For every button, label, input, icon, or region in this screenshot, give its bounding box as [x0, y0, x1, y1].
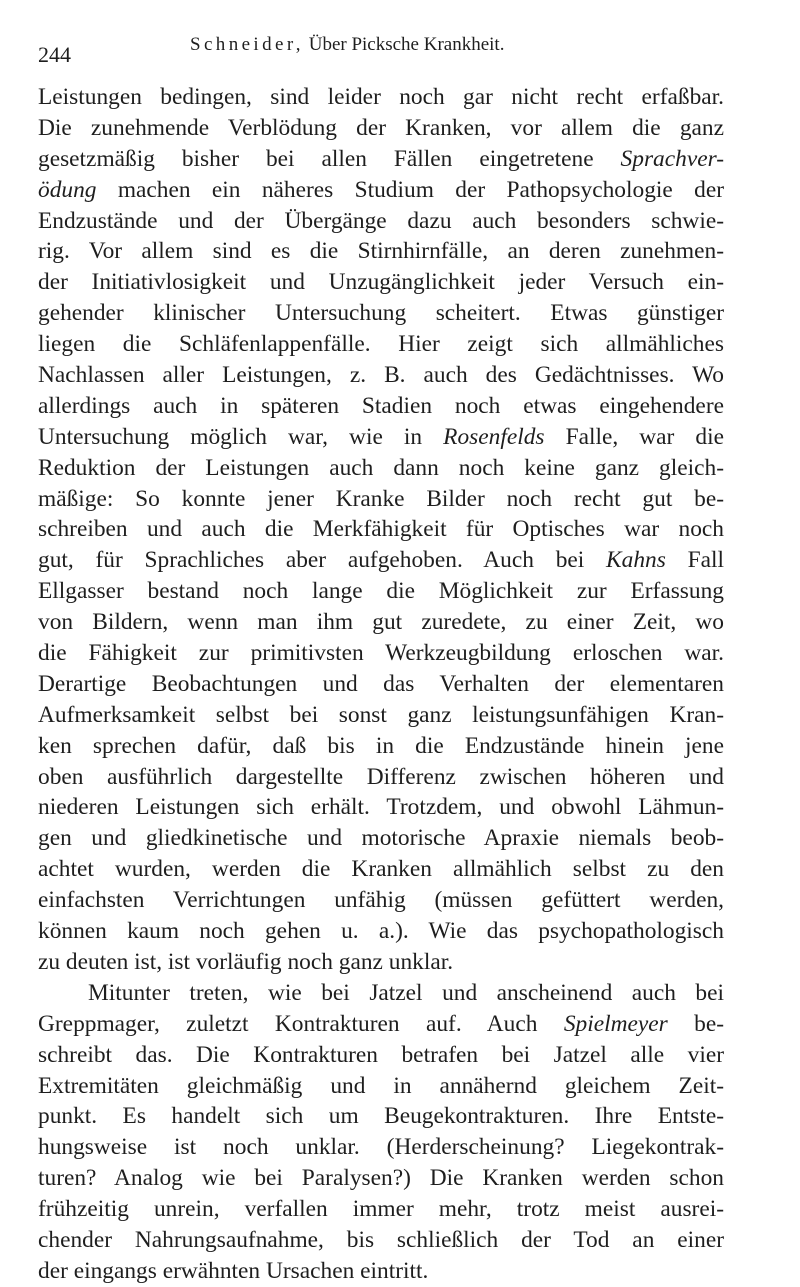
text-run: liegen die Schläfenlappenfälle. Hier zeigt sich allmähliches	[38, 331, 724, 358]
text-line	[38, 823, 724, 854]
running-title-author: Schneider,	[190, 34, 304, 55]
text-line	[38, 978, 724, 1009]
text-line	[38, 1225, 724, 1256]
text-run: Falle, war die	[544, 423, 724, 450]
text-line	[38, 329, 724, 360]
text-line	[38, 206, 724, 237]
text-line	[38, 638, 724, 669]
text-line	[38, 113, 724, 144]
running-head	[38, 28, 728, 68]
text-run: gesetzmäßig bisher bei allen Fällen eingetretene	[38, 145, 621, 172]
text-line	[38, 298, 724, 329]
body-text	[38, 82, 724, 1287]
text-run: Nachlassen aller Leistungen, z. B. auch des Gedächtnisses. Wo	[38, 362, 724, 389]
text-run: Fall	[665, 547, 724, 574]
text-run: können kaum noch gehen u. a.). Wie das psychopathologisch	[38, 918, 724, 945]
text-line	[38, 1194, 724, 1225]
text-line	[38, 360, 724, 391]
italic-name: Sprachver-	[620, 145, 724, 172]
text-run: be-	[667, 1010, 724, 1037]
text-line	[38, 1071, 724, 1102]
text-line	[38, 1163, 724, 1194]
text-line	[38, 175, 724, 206]
text-line	[38, 1009, 724, 1040]
text-line	[38, 545, 724, 576]
text-line	[38, 1101, 724, 1132]
text-line	[38, 854, 724, 885]
text-run: Derartige Beobachtungen und das Verhalten der elementaren	[38, 670, 724, 697]
text-run: machen ein näheres Studium der Pathopsychologie der	[96, 176, 724, 203]
text-line	[38, 700, 724, 731]
text-run: Greppmager, zuletzt Kontrakturen auf. Auch	[38, 1010, 564, 1037]
text-run: Mitunter treten, wie bei Jatzel und anscheinend auch bei	[88, 979, 724, 1006]
text-line	[38, 267, 724, 298]
italic-name: Kahns	[606, 547, 666, 574]
text-run: Aufmerksamkeit selbst bei sonst ganz leistungsunfähigen Kran-	[38, 701, 724, 728]
text-run: ken sprechen dafür, daß bis in die Endzustände hinein jene	[38, 732, 724, 759]
italic-name: ödung	[38, 176, 97, 203]
italic-name: Rosenfelds	[443, 423, 545, 450]
text-line	[38, 1040, 724, 1071]
text-run: Leistungen bedingen, sind leider noch gar nicht recht erfaßbar.	[38, 84, 724, 110]
text-line	[38, 514, 724, 545]
text-run: gehender klinischer Untersuchung scheitert. Etwas günstiger	[38, 300, 724, 327]
text-run: turen? Analog wie bei Paralysen?) Die Kranken werden schon	[38, 1165, 724, 1192]
text-run: schreibt das. Die Kontrakturen betrafen bei Jatzel alle vier	[38, 1041, 724, 1068]
text-run: hungsweise ist noch unklar. (Herderscheinung? Liegekontrak-	[38, 1134, 724, 1161]
running-title	[190, 34, 504, 56]
text-line	[38, 144, 724, 175]
italic-name: Spielmeyer	[563, 1010, 668, 1037]
text-line	[38, 669, 724, 700]
text-run: gen und gliedkinetische und motorische Apraxie niemals beob-	[38, 825, 724, 852]
text-run: zu deuten ist, ist vorläufig noch ganz unklar.	[38, 948, 454, 975]
text-run: gut, für Sprachliches aber aufgehoben. Auch bei	[38, 547, 607, 574]
text-run: der Initiativlosigkeit und Unzugänglichkeit jeder Versuch ein-	[38, 269, 724, 296]
text-line	[38, 947, 724, 978]
running-title-text: Über Picksche Krankheit.	[308, 34, 505, 55]
paragraph	[38, 82, 724, 978]
text-run: frühzeitig unrein, verfallen immer mehr, trotz meist ausrei-	[38, 1196, 724, 1223]
text-line	[38, 576, 724, 607]
text-run: niederen Leistungen sich erhält. Trotzdem, und obwohl Lähmun-	[38, 794, 724, 821]
text-run: chender Nahrungsaufnahme, bis schließlich der Tod an einer	[38, 1226, 724, 1253]
text-run: Endzustände und der Übergänge dazu auch besonders schwie-	[38, 207, 724, 234]
paragraph	[38, 978, 724, 1287]
text-line	[38, 422, 724, 453]
text-line	[38, 453, 724, 484]
text-run: Reduktion der Leistungen auch dann noch keine ganz gleich-	[38, 454, 724, 481]
text-run: Die zunehmende Verblödung der Kranken, vor allem die ganz	[38, 114, 724, 141]
text-line	[38, 607, 724, 638]
text-run: oben ausführlich dargestellte Differenz zwischen höheren und	[38, 763, 724, 790]
text-run: Extremitäten gleichmäßig und in annähernd gleichem Zeit-	[38, 1072, 724, 1099]
text-run: der eingangs erwähnten Ursachen eintritt.	[38, 1257, 429, 1284]
text-run: von Bildern, wenn man ihm gut zuredete, zu einer Zeit, wo	[38, 609, 724, 636]
text-line	[38, 731, 724, 762]
text-line	[38, 1132, 724, 1163]
text-run: allerdings auch in späteren Stadien noch etwas eingehendere	[38, 392, 724, 419]
text-line	[38, 885, 724, 916]
text-line	[38, 1256, 724, 1287]
text-run: rig. Vor allem sind es die Stirnhirnfälle, an deren zunehmen-	[38, 238, 724, 265]
text-line	[38, 762, 724, 793]
text-run: einfachsten Verrichtungen unfähig (müssen gefüttert werden,	[38, 887, 724, 914]
page-number: 244	[38, 42, 71, 67]
text-run: mäßige: So konnte jener Kranke Bilder noch recht gut be-	[38, 485, 724, 512]
text-line	[38, 391, 724, 422]
text-line	[38, 236, 724, 267]
text-line	[38, 792, 724, 823]
text-line	[38, 82, 724, 113]
text-run: Untersuchung möglich war, wie in	[38, 423, 444, 450]
text-run: achtet wurden, werden die Kranken allmählich selbst zu den	[38, 856, 724, 883]
text-run: Ellgasser bestand noch lange die Möglichkeit zur Erfassung	[38, 578, 724, 605]
text-line	[38, 916, 724, 947]
text-line	[38, 484, 724, 515]
text-run: schreiben und auch die Merkfähigkeit für Optisches war noch	[38, 516, 724, 543]
text-run: die Fähigkeit zur primitivsten Werkzeugbildung erloschen war.	[38, 640, 724, 667]
text-run: punkt. Es handelt sich um Beugekontrakturen. Ihre Entste-	[38, 1103, 724, 1130]
